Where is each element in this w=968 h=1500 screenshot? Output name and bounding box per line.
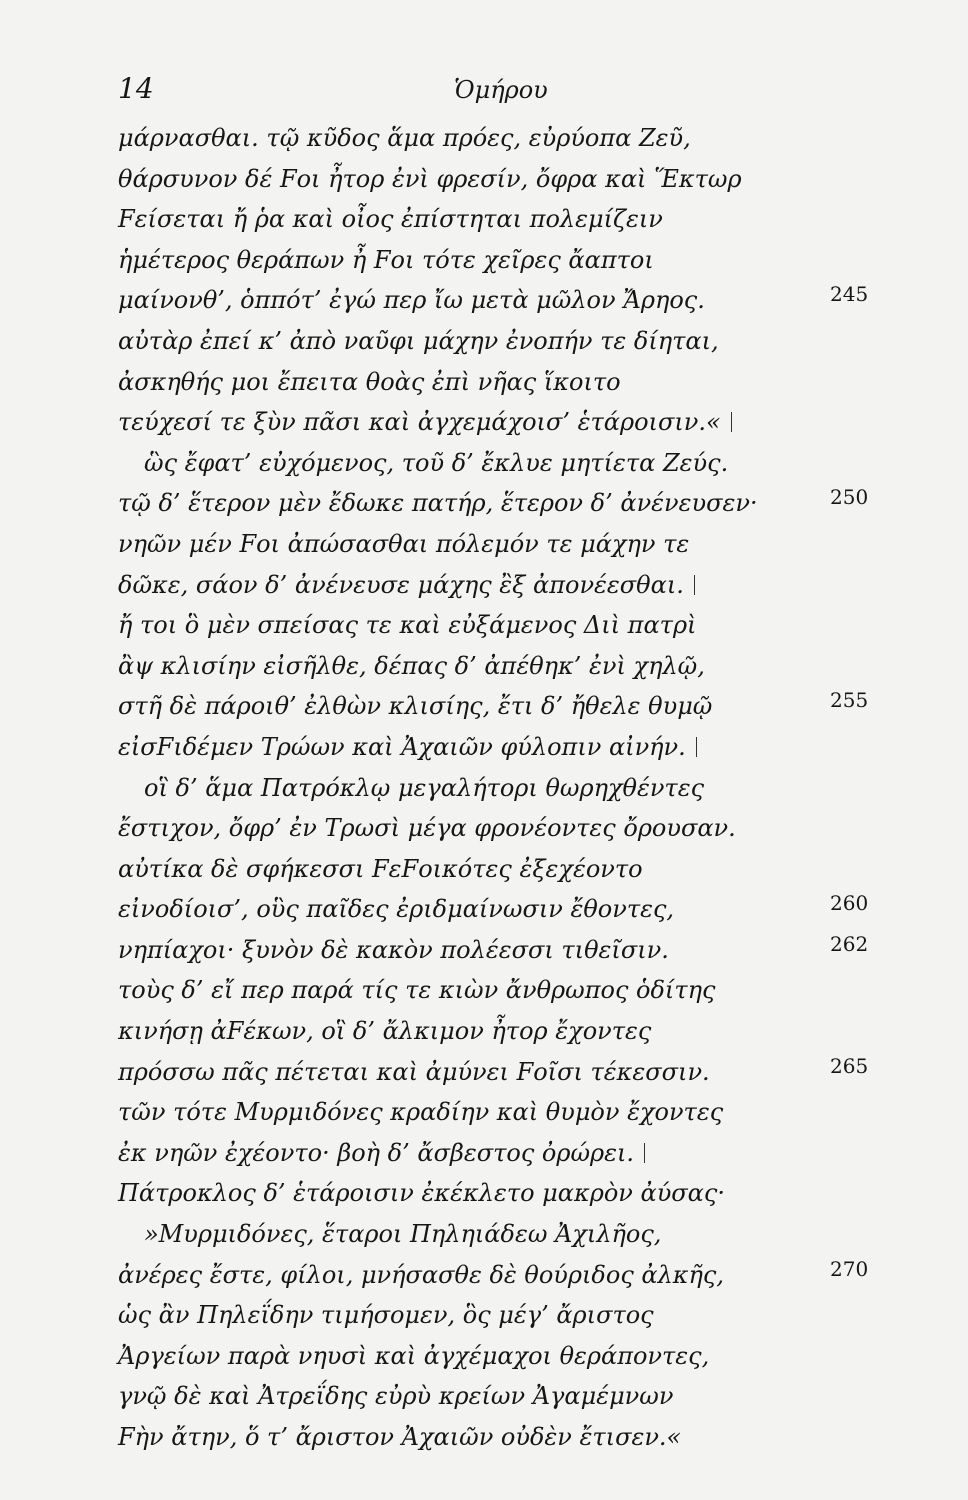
verse-line	[118, 768, 858, 809]
verse-line	[118, 362, 858, 403]
verse-text: οἳ δ’ ἅμα Πατρόκλῳ μεγαλήτορι θωρηχθέντες	[144, 773, 705, 802]
verse-text: ἔστιχον, ὄφρ’ ἐν Τρωσὶ μέγα φρονέοντες ὄρουσαν.	[118, 814, 736, 843]
verse-line	[118, 1011, 858, 1052]
verse-line	[118, 240, 858, 281]
verse-line	[118, 524, 858, 565]
verse-text: πρόσσω πᾶς πέτεται καὶ ἀμύνει Fοῖσι τέκεσσιν.	[118, 1057, 710, 1086]
verse-text: ἤ τοι ὃ μὲν σπείσας τε καὶ εὐξάμενος Διὶ πατρὶ	[118, 611, 697, 640]
verse-text: νηπίαχοι· ξυνὸν δὲ κακὸν πολέεσσι τιθεῖσιν.	[118, 935, 669, 964]
line-number: 260	[830, 891, 869, 916]
line-number: 250	[830, 485, 869, 510]
verse-text: τῶν τότε Μυρμιδόνες κραδίην καὶ θυμὸν ἔχοντες	[118, 1098, 724, 1127]
verse-line	[118, 1417, 858, 1458]
verse-line	[118, 1336, 858, 1377]
verse-text: θάρσυνον δέ Fοι ἦτορ ἐνὶ φρεσίν, ὄφρα καὶ Ἕκτωρ	[118, 164, 742, 193]
line-number: 270	[830, 1256, 869, 1281]
verse-text: ἐκ νηῶν ἐχέοντο· βοὴ δ’ ἄσβεστος ὀρώρει.	[118, 1138, 635, 1167]
verse-line	[118, 1295, 858, 1336]
verse-line	[118, 402, 858, 443]
verse-line	[118, 1092, 858, 1133]
verse-line	[118, 686, 869, 727]
verse-text: τῷ δ’ ἕτερον μὲν ἔδωκε πατήρ, ἕτερον δ’ ἀνένευσεν·	[118, 489, 758, 518]
verse-line	[118, 930, 869, 971]
verse-line	[118, 483, 869, 524]
verse-text: εἰνοδίοισ’, οὓς παῖδες ἐριδμαίνωσιν ἔθοντες,	[118, 895, 675, 924]
verse-line	[118, 1376, 858, 1417]
verse-text: Πάτροκλος δ’ ἑτάροισιν ἐκέκλετο μακρὸν ἀύσας·	[118, 1179, 725, 1208]
verse-text: κινήσῃ ἀFέκων, οἳ δ’ ἄλκιμον ἦτορ ἔχοντες	[118, 1017, 652, 1046]
verse-text: ἡμέτερος θεράπων ἦ Fοι τότε χεῖρες ἄαπτοι	[118, 245, 654, 274]
passage-separator-mark	[694, 575, 695, 595]
verse-line	[118, 1133, 858, 1174]
verse-text: στῆ δὲ πάροιθ’ ἐλθὼν κλισίης, ἔτι δ’ ἤθελε θυμῷ	[118, 692, 713, 721]
passage-separator-mark	[731, 412, 732, 432]
verse-text: γνῷ δὲ καὶ Ἀτρεΐδης εὐρὺ κρείων Ἀγαμέμνων	[118, 1382, 674, 1411]
verse-text: τοὺς δ’ εἴ περ παρά τίς τε κιὼν ἄνθρωπος ὁδίτης	[118, 976, 716, 1005]
line-number: 265	[830, 1053, 869, 1078]
verse-text: ἀσκηθής μοι ἔπειτα θοὰς ἐπὶ νῆας ἵκοιτο	[118, 367, 621, 396]
verse-line	[118, 280, 869, 321]
verse-text: Ἀργείων παρὰ νηυσὶ καὶ ἀγχέμαχοι θεράποντες,	[118, 1341, 710, 1370]
verse-text: ἂψ κλισίην εἰσῆλθε, δέπας δ’ ἀπέθηκ’ ἐνὶ χηλῷ,	[118, 651, 705, 680]
verse-line	[118, 321, 858, 362]
verse-text: μαίνονθ’, ὁππότ’ ἐγώ περ ἴω μετὰ μῶλον Ἄρηος.	[118, 286, 705, 315]
verse-line	[118, 1173, 858, 1214]
verse-line	[118, 605, 858, 646]
verse-line	[118, 1052, 869, 1093]
verse-line	[118, 565, 858, 606]
running-title: Ὁμήρου	[454, 76, 548, 104]
verse-block	[118, 118, 869, 1458]
verse-text: νηῶν μέν Fοι ἀπώσασθαι πόλεμόν τε μάχην τε	[118, 529, 690, 558]
verse-text: δῶκε, σάον δ’ ἀνένευσε μάχης ἒξ ἀπονέεσθαι.	[118, 570, 684, 599]
verse-line	[118, 159, 858, 200]
verse-line	[118, 808, 858, 849]
verse-line	[118, 1214, 858, 1255]
verse-text: ὡς ἂν Πηλεΐδην τιμήσομεν, ὃς μέγ’ ἄριστος	[118, 1301, 654, 1330]
verse-text: αὐτὰρ ἐπεί κ’ ἀπὸ ναῦφι μάχην ἐνοπήν τε δίηται,	[118, 326, 719, 355]
passage-separator-mark	[644, 1143, 645, 1163]
verse-line	[118, 970, 858, 1011]
page-number: 14	[118, 72, 154, 105]
verse-line	[118, 646, 858, 687]
verse-text: ὣς ἔφατ’ εὐχόμενος, τοῦ δ’ ἔκλυε μητίετα Ζεύς.	[144, 448, 729, 477]
verse-text: Fὴν ἄτην, ὅ τ’ ἄριστον Ἀχαιῶν οὐδὲν ἔτισεν.«	[118, 1423, 682, 1451]
verse-line	[118, 889, 869, 930]
verse-text: τεύχεσί τε ξὺν πᾶσι καὶ ἀγχεμάχοισ’ ἑτάροισιν.«	[118, 408, 721, 437]
verse-line	[118, 849, 858, 890]
verse-line	[118, 1255, 869, 1296]
verse-line	[118, 443, 858, 484]
verse-line	[118, 199, 858, 240]
verse-text: Fείσεται ἤ ῥα καὶ οἶος ἐπίστηται πολεμίζειν	[118, 205, 663, 234]
verse-text: »Μυρμιδόνες, ἕταροι Πηληιάδεω Ἀχιλῆος,	[144, 1220, 662, 1249]
verse-text: ἀνέρες ἔστε, φίλοι, μνήσασθε δὲ θούριδος ἀλκῆς,	[118, 1260, 724, 1289]
verse-line	[118, 118, 858, 159]
verse-text: αὐτίκα δὲ σφήκεσσι FεFοικότες ἐξεχέοντο	[118, 854, 643, 883]
line-number: 255	[830, 688, 869, 713]
verse-text: εἰσFιδέμεν Τρώων καὶ Ἀχαιῶν φύλοπιν αἰνήν.	[118, 732, 686, 761]
verse-line	[118, 727, 858, 768]
passage-separator-mark	[696, 737, 697, 757]
line-number: 245	[830, 282, 869, 307]
verse-text: μάρνασθαι. τῷ κῦδος ἅμα πρόες, εὐρύοπα Ζεῦ,	[118, 124, 691, 152]
page-header	[118, 72, 878, 112]
line-number: 262	[830, 931, 869, 956]
